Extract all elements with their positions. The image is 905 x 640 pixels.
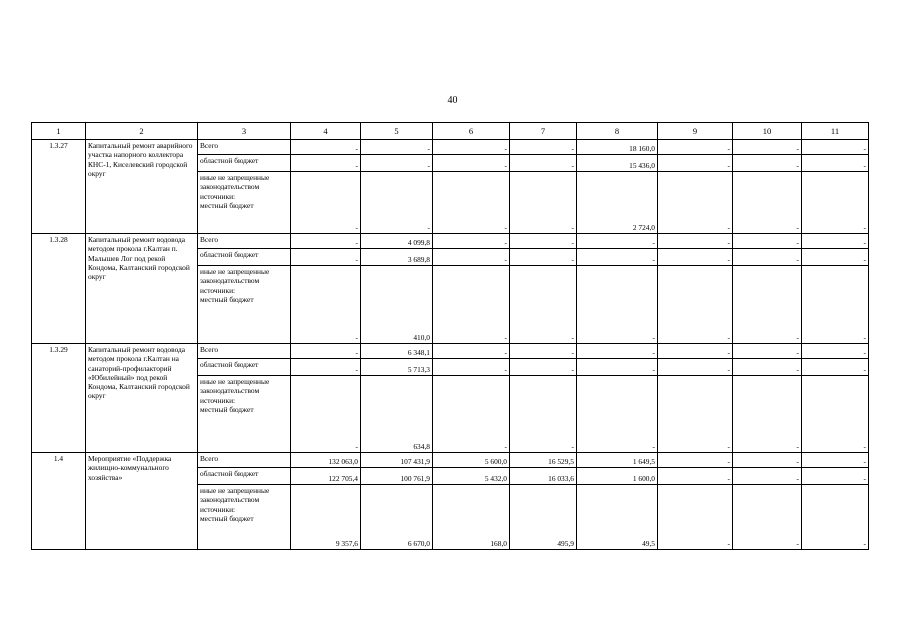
source-regional: областной бюджет: [198, 155, 291, 172]
value-cell: -: [577, 249, 658, 266]
value-cell: 9 357,6: [291, 485, 361, 550]
value-cell: -: [433, 155, 510, 172]
value-cell: -: [510, 172, 577, 234]
table-row: [32, 234, 869, 249]
value-cell: -: [658, 344, 733, 359]
value-cell: -: [577, 266, 658, 344]
value-cell: -: [361, 155, 433, 172]
value-cell: -: [510, 249, 577, 266]
value-cell: -: [802, 249, 869, 266]
value-cell: 122 705,4: [291, 468, 361, 485]
value-cell: -: [733, 172, 802, 234]
source-other-head: иные не запрещенные законодательством источники:: [200, 486, 270, 514]
value-cell: 168,0: [433, 485, 510, 550]
value-cell: -: [291, 172, 361, 234]
value-cell: -: [802, 344, 869, 359]
value-cell: -: [510, 344, 577, 359]
value-cell: -: [291, 266, 361, 344]
value-cell: 18 160,0: [577, 140, 658, 155]
value-cell: -: [433, 266, 510, 344]
value-cell: -: [658, 140, 733, 155]
source-other: [198, 485, 291, 550]
value-cell: -: [577, 344, 658, 359]
value-cell: 132 063,0: [291, 453, 361, 468]
value-cell: 16 033,6: [510, 468, 577, 485]
value-cell: -: [802, 266, 869, 344]
value-cell: -: [433, 249, 510, 266]
source-other-head: иные не запрещенные законодательством источники:: [200, 173, 270, 201]
value-cell: -: [802, 234, 869, 249]
value-cell: 634,8: [361, 376, 433, 453]
source-total: Всего: [198, 234, 291, 249]
header-cell: 9: [658, 123, 733, 140]
value-cell: -: [510, 155, 577, 172]
header-cell: 4: [291, 123, 361, 140]
value-cell: -: [802, 140, 869, 155]
value-cell: -: [658, 485, 733, 550]
source-local: местный бюджет: [200, 513, 254, 523]
value-cell: -: [577, 234, 658, 249]
header-cell: 6: [433, 123, 510, 140]
value-cell: 4 099,8: [361, 234, 433, 249]
value-cell: -: [291, 249, 361, 266]
source-other: [198, 266, 291, 344]
value-cell: -: [291, 234, 361, 249]
value-cell: -: [658, 155, 733, 172]
value-cell: -: [733, 249, 802, 266]
item-code: 1.4: [32, 453, 86, 550]
header-cell: 1: [32, 123, 86, 140]
source-other: [198, 172, 291, 234]
value-cell: -: [733, 485, 802, 550]
value-cell: 6 348,1: [361, 344, 433, 359]
value-cell: -: [733, 266, 802, 344]
value-cell: -: [510, 234, 577, 249]
value-cell: -: [733, 140, 802, 155]
value-cell: 2 724,0: [577, 172, 658, 234]
header-cell: 11: [802, 123, 869, 140]
value-cell: -: [510, 266, 577, 344]
value-cell: -: [658, 359, 733, 376]
header-cell: 8: [577, 123, 658, 140]
value-cell: 5 600,0: [433, 453, 510, 468]
table-row: [32, 140, 869, 155]
table-row: [32, 453, 869, 468]
value-cell: -: [733, 155, 802, 172]
source-total: Всего: [198, 453, 291, 468]
value-cell: 495,9: [510, 485, 577, 550]
header-row: [32, 123, 869, 140]
value-cell: 15 436,0: [577, 155, 658, 172]
value-cell: -: [733, 468, 802, 485]
header-cell: 3: [198, 123, 291, 140]
value-cell: -: [658, 376, 733, 453]
page-number: 40: [447, 95, 458, 106]
value-cell: -: [733, 234, 802, 249]
item-code: 1.3.29: [32, 344, 86, 453]
value-cell: -: [291, 376, 361, 453]
value-cell: -: [510, 376, 577, 453]
value-cell: -: [802, 453, 869, 468]
value-cell: -: [433, 344, 510, 359]
value-cell: -: [291, 344, 361, 359]
source-regional: областной бюджет: [198, 468, 291, 485]
value-cell: 100 761,9: [361, 468, 433, 485]
value-cell: 3 689,8: [361, 249, 433, 266]
value-cell: 1 600,0: [577, 468, 658, 485]
value-cell: -: [510, 359, 577, 376]
value-cell: -: [291, 140, 361, 155]
value-cell: 49,5: [577, 485, 658, 550]
value-cell: -: [658, 172, 733, 234]
value-cell: -: [433, 140, 510, 155]
source-local: местный бюджет: [200, 294, 254, 304]
value-cell: -: [658, 453, 733, 468]
source-local: местный бюджет: [200, 404, 254, 414]
value-cell: -: [733, 359, 802, 376]
value-cell: -: [433, 172, 510, 234]
source-total: Всего: [198, 344, 291, 359]
value-cell: 1 649,5: [577, 453, 658, 468]
value-cell: -: [433, 359, 510, 376]
value-cell: -: [658, 468, 733, 485]
value-cell: 6 670,0: [361, 485, 433, 550]
header-cell: 7: [510, 123, 577, 140]
item-description: Капитальный ремонт аварийного участка напорного коллектора КНС-1, Киселевский городской округ: [86, 140, 198, 234]
value-cell: -: [658, 266, 733, 344]
item-code: 1.3.28: [32, 234, 86, 344]
value-cell: -: [802, 359, 869, 376]
value-cell: -: [577, 376, 658, 453]
source-total: Всего: [198, 140, 291, 155]
source-other-head: иные не запрещенные законодательством источники:: [200, 377, 270, 405]
value-cell: -: [658, 234, 733, 249]
value-cell: 107 431,9: [361, 453, 433, 468]
item-description: Капитальный ремонт водовода методом прокола г.Калтан п. Малышев Лог под рекой Кондома, Калтанский городской округ: [86, 234, 198, 344]
source-other-head: иные не запрещенные законодательством источники:: [200, 267, 270, 295]
source-local: местный бюджет: [200, 200, 254, 210]
source-other: [198, 376, 291, 453]
value-cell: -: [658, 249, 733, 266]
budget-table: [31, 122, 869, 550]
value-cell: -: [802, 172, 869, 234]
value-cell: -: [733, 376, 802, 453]
header-cell: 10: [733, 123, 802, 140]
source-regional: областной бюджет: [198, 359, 291, 376]
value-cell: -: [802, 485, 869, 550]
value-cell: 410,0: [361, 266, 433, 344]
source-regional: областной бюджет: [198, 249, 291, 266]
value-cell: -: [433, 234, 510, 249]
table-body: [32, 123, 869, 550]
value-cell: 5 713,3: [361, 359, 433, 376]
value-cell: -: [361, 140, 433, 155]
value-cell: 16 529,5: [510, 453, 577, 468]
value-cell: -: [733, 453, 802, 468]
value-cell: 5 432,0: [433, 468, 510, 485]
header-cell: 2: [86, 123, 198, 140]
item-code: 1.3.27: [32, 140, 86, 234]
value-cell: -: [733, 344, 802, 359]
table-row: [32, 344, 869, 359]
value-cell: -: [802, 468, 869, 485]
item-description: Капитальный ремонт водовода методом прокола г.Калтан на санаторий-профилакторий «Юбилейный» под рекой Кондома, Калтанский городской округ: [86, 344, 198, 453]
value-cell: -: [291, 359, 361, 376]
value-cell: -: [433, 376, 510, 453]
value-cell: -: [577, 359, 658, 376]
value-cell: -: [802, 376, 869, 453]
item-description: Мероприятие «Поддержка жилищно-коммунального хозяйства»: [86, 453, 198, 550]
value-cell: -: [802, 155, 869, 172]
value-cell: -: [361, 172, 433, 234]
value-cell: -: [510, 140, 577, 155]
header-cell: 5: [361, 123, 433, 140]
value-cell: -: [291, 155, 361, 172]
